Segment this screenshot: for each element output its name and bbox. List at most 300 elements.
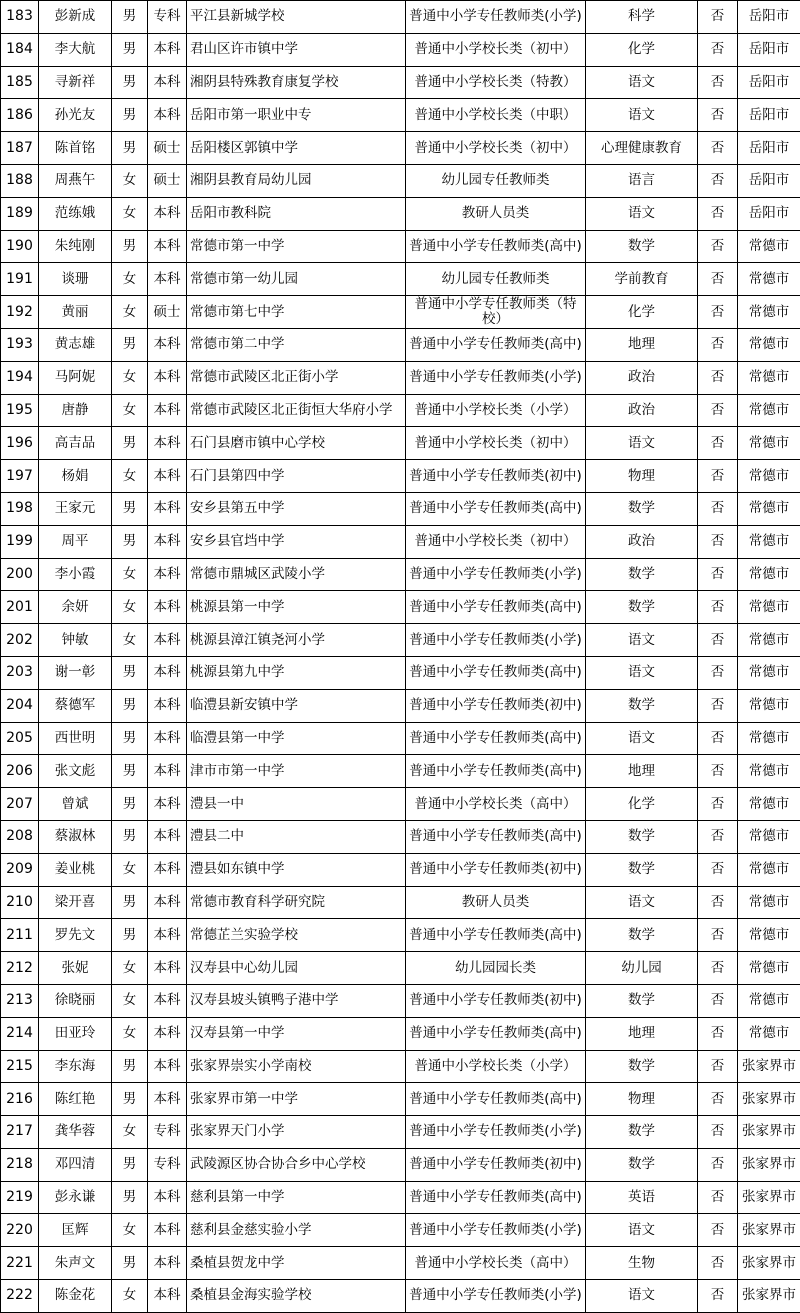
cell-school: 岳阳市第一职业中专 (187, 99, 406, 132)
cell-city: 岳阳市 (738, 33, 800, 66)
table-row (1, 853, 800, 886)
cell-name: 蔡淑林 (39, 820, 112, 853)
cell-category: 普通中小学校长类（高中） (406, 1247, 586, 1280)
cell-number: 185 (1, 66, 39, 99)
cell-gender: 女 (112, 263, 148, 296)
cell-education: 本科 (148, 591, 187, 624)
cell-subject: 数学 (586, 984, 698, 1017)
table-body (1, 1, 800, 1313)
cell-subject: 数学 (586, 1148, 698, 1181)
cell-flag: 否 (698, 1280, 738, 1313)
cell-school: 澧县一中 (187, 788, 406, 821)
cell-category: 普通中小学校长类（初中） (406, 33, 586, 66)
cell-name: 姜业桃 (39, 853, 112, 886)
cell-number: 196 (1, 427, 39, 460)
cell-number: 187 (1, 132, 39, 165)
cell-education: 本科 (148, 1017, 187, 1050)
cell-education: 本科 (148, 1247, 187, 1280)
cell-name: 陈红艳 (39, 1083, 112, 1116)
table-row (1, 1148, 800, 1181)
cell-subject: 语言 (586, 164, 698, 197)
cell-subject: 语文 (586, 624, 698, 657)
cell-name: 周平 (39, 525, 112, 558)
table-row (1, 525, 800, 558)
cell-subject: 学前教育 (586, 263, 698, 296)
cell-gender: 男 (112, 99, 148, 132)
cell-category: 普通中小学专任教师类(初中) (406, 1148, 586, 1181)
cell-name: 谈珊 (39, 263, 112, 296)
cell-number: 184 (1, 33, 39, 66)
cell-name: 西世明 (39, 722, 112, 755)
cell-city: 岳阳市 (738, 164, 800, 197)
cell-city: 张家界市 (738, 1116, 800, 1149)
cell-city: 张家界市 (738, 1214, 800, 1247)
cell-city: 常德市 (738, 788, 800, 821)
cell-number: 197 (1, 460, 39, 493)
cell-flag: 否 (698, 1116, 738, 1149)
cell-school: 汉寿县坡头镇鸭子港中学 (187, 984, 406, 1017)
cell-flag: 否 (698, 1017, 738, 1050)
cell-flag: 否 (698, 624, 738, 657)
cell-number: 220 (1, 1214, 39, 1247)
cell-gender: 男 (112, 919, 148, 952)
cell-gender: 男 (112, 230, 148, 263)
cell-gender: 男 (112, 328, 148, 361)
cell-gender: 女 (112, 361, 148, 394)
table-row (1, 361, 800, 394)
cell-name: 高吉品 (39, 427, 112, 460)
cell-number: 194 (1, 361, 39, 394)
table-row (1, 591, 800, 624)
cell-flag: 否 (698, 952, 738, 985)
table-row (1, 197, 800, 230)
cell-subject: 语文 (586, 1280, 698, 1313)
cell-name: 孙光友 (39, 99, 112, 132)
cell-school: 常德市教育科学研究院 (187, 886, 406, 919)
cell-number: 205 (1, 722, 39, 755)
table-row (1, 1116, 800, 1149)
cell-flag: 否 (698, 427, 738, 460)
cell-education: 本科 (148, 558, 187, 591)
cell-category: 普通中小学专任教师类(小学) (406, 558, 586, 591)
cell-name: 黄志雄 (39, 328, 112, 361)
cell-flag: 否 (698, 1050, 738, 1083)
table-row (1, 1247, 800, 1280)
cell-city: 常德市 (738, 722, 800, 755)
cell-category: 普通中小学校长类（小学） (406, 1050, 586, 1083)
table-row (1, 132, 800, 165)
cell-education: 本科 (148, 952, 187, 985)
cell-gender: 男 (112, 886, 148, 919)
cell-education: 本科 (148, 460, 187, 493)
cell-subject: 科学 (586, 1, 698, 34)
cell-subject: 数学 (586, 591, 698, 624)
table-row (1, 624, 800, 657)
table-row (1, 427, 800, 460)
cell-category: 幼儿园园长类 (406, 952, 586, 985)
cell-category: 幼儿园专任教师类 (406, 164, 586, 197)
cell-name: 匡辉 (39, 1214, 112, 1247)
cell-city: 常德市 (738, 492, 800, 525)
cell-number: 204 (1, 689, 39, 722)
cell-education: 本科 (148, 328, 187, 361)
cell-education: 硕士 (148, 296, 187, 329)
cell-gender: 女 (112, 853, 148, 886)
cell-gender: 男 (112, 1050, 148, 1083)
cell-flag: 否 (698, 328, 738, 361)
cell-city: 岳阳市 (738, 1, 800, 34)
cell-category: 普通中小学专任教师类(高中) (406, 230, 586, 263)
cell-name: 范练娥 (39, 197, 112, 230)
cell-number: 209 (1, 853, 39, 886)
cell-name: 陈首铭 (39, 132, 112, 165)
cell-name: 周燕午 (39, 164, 112, 197)
cell-subject: 数学 (586, 1050, 698, 1083)
cell-school: 湘阴县教育局幼儿园 (187, 164, 406, 197)
cell-category: 普通中小学校长类（初中） (406, 132, 586, 165)
cell-school: 石门县磨市镇中心学校 (187, 427, 406, 460)
cell-name: 谢一彰 (39, 656, 112, 689)
table-row (1, 919, 800, 952)
cell-subject: 化学 (586, 788, 698, 821)
table-row (1, 394, 800, 427)
cell-subject: 政治 (586, 525, 698, 558)
cell-subject: 语文 (586, 722, 698, 755)
cell-city: 张家界市 (738, 1181, 800, 1214)
cell-number: 193 (1, 328, 39, 361)
cell-subject: 数学 (586, 558, 698, 591)
cell-flag: 否 (698, 66, 738, 99)
cell-city: 常德市 (738, 755, 800, 788)
table-row (1, 230, 800, 263)
cell-category: 普通中小学专任教师类(初中) (406, 853, 586, 886)
cell-school: 湘阴县特殊教育康复学校 (187, 66, 406, 99)
cell-number: 207 (1, 788, 39, 821)
cell-name: 田亚玲 (39, 1017, 112, 1050)
cell-name: 寻新祥 (39, 66, 112, 99)
table-row (1, 1050, 800, 1083)
cell-city: 张家界市 (738, 1247, 800, 1280)
cell-education: 本科 (148, 624, 187, 657)
cell-number: 201 (1, 591, 39, 624)
cell-education: 本科 (148, 1280, 187, 1313)
cell-number: 189 (1, 197, 39, 230)
cell-flag: 否 (698, 263, 738, 296)
cell-education: 本科 (148, 1214, 187, 1247)
cell-flag: 否 (698, 1148, 738, 1181)
cell-education: 本科 (148, 263, 187, 296)
cell-subject: 物理 (586, 460, 698, 493)
cell-school: 常德芷兰实验学校 (187, 919, 406, 952)
cell-category: 普通中小学专任教师类(初中) (406, 984, 586, 1017)
cell-flag: 否 (698, 1214, 738, 1247)
cell-number: 191 (1, 263, 39, 296)
cell-category: 普通中小学专任教师类(小学) (406, 1, 586, 34)
cell-education: 本科 (148, 722, 187, 755)
cell-subject: 数学 (586, 689, 698, 722)
cell-school: 汉寿县中心幼儿园 (187, 952, 406, 985)
cell-gender: 男 (112, 689, 148, 722)
cell-number: 215 (1, 1050, 39, 1083)
cell-flag: 否 (698, 984, 738, 1017)
cell-education: 本科 (148, 1083, 187, 1116)
cell-number: 192 (1, 296, 39, 329)
cell-education: 专科 (148, 1116, 187, 1149)
cell-name: 朱声文 (39, 1247, 112, 1280)
cell-category: 普通中小学校长类（小学） (406, 394, 586, 427)
cell-city: 张家界市 (738, 1083, 800, 1116)
cell-number: 183 (1, 1, 39, 34)
table-row (1, 820, 800, 853)
cell-category: 普通中小学专任教师类(高中) (406, 591, 586, 624)
cell-number: 211 (1, 919, 39, 952)
cell-gender: 女 (112, 1214, 148, 1247)
cell-city: 岳阳市 (738, 132, 800, 165)
cell-gender: 男 (112, 132, 148, 165)
cell-subject: 心理健康教育 (586, 132, 698, 165)
cell-name: 王家元 (39, 492, 112, 525)
cell-city: 常德市 (738, 394, 800, 427)
cell-education: 本科 (148, 99, 187, 132)
cell-category: 幼儿园专任教师类 (406, 263, 586, 296)
cell-name: 蔡德军 (39, 689, 112, 722)
cell-number: 219 (1, 1181, 39, 1214)
cell-city: 常德市 (738, 591, 800, 624)
cell-name: 彭新成 (39, 1, 112, 34)
cell-city: 常德市 (738, 624, 800, 657)
cell-school: 安乡县第五中学 (187, 492, 406, 525)
cell-school: 石门县第四中学 (187, 460, 406, 493)
cell-city: 常德市 (738, 328, 800, 361)
cell-category: 普通中小学专任教师类(初中) (406, 460, 586, 493)
cell-gender: 女 (112, 1280, 148, 1313)
cell-school: 临澧县第一中学 (187, 722, 406, 755)
table-row (1, 984, 800, 1017)
cell-school: 安乡县官垱中学 (187, 525, 406, 558)
cell-subject: 英语 (586, 1181, 698, 1214)
cell-education: 专科 (148, 1148, 187, 1181)
cell-subject: 地理 (586, 755, 698, 788)
cell-number: 221 (1, 1247, 39, 1280)
cell-education: 本科 (148, 492, 187, 525)
cell-category: 普通中小学专任教师类(小学) (406, 1280, 586, 1313)
cell-city: 岳阳市 (738, 197, 800, 230)
cell-subject: 语文 (586, 886, 698, 919)
cell-flag: 否 (698, 33, 738, 66)
cell-education: 本科 (148, 919, 187, 952)
cell-subject: 地理 (586, 1017, 698, 1050)
cell-number: 199 (1, 525, 39, 558)
cell-category: 普通中小学校长类（高中） (406, 788, 586, 821)
cell-school: 慈利县第一中学 (187, 1181, 406, 1214)
table-row (1, 689, 800, 722)
cell-flag: 否 (698, 558, 738, 591)
cell-gender: 女 (112, 952, 148, 985)
cell-gender: 女 (112, 197, 148, 230)
cell-school: 常德市武陵区北正街恒大华府小学 (187, 394, 406, 427)
cell-flag: 否 (698, 886, 738, 919)
cell-city: 常德市 (738, 1017, 800, 1050)
cell-city: 常德市 (738, 525, 800, 558)
cell-school: 汉寿县第一中学 (187, 1017, 406, 1050)
cell-number: 188 (1, 164, 39, 197)
cell-number: 218 (1, 1148, 39, 1181)
cell-flag: 否 (698, 820, 738, 853)
cell-school: 武陵源区协合协合乡中心学校 (187, 1148, 406, 1181)
cell-number: 203 (1, 656, 39, 689)
cell-education: 本科 (148, 820, 187, 853)
cell-gender: 女 (112, 296, 148, 329)
cell-category: 普通中小学校长类（初中） (406, 427, 586, 460)
table-row (1, 328, 800, 361)
cell-city: 常德市 (738, 984, 800, 1017)
cell-flag: 否 (698, 1083, 738, 1116)
cell-category: 普通中小学专任教师类(初中) (406, 689, 586, 722)
cell-education: 本科 (148, 66, 187, 99)
table-row (1, 558, 800, 591)
cell-gender: 男 (112, 1083, 148, 1116)
table-row (1, 33, 800, 66)
cell-city: 常德市 (738, 952, 800, 985)
cell-name: 邓四清 (39, 1148, 112, 1181)
cell-name: 罗先文 (39, 919, 112, 952)
cell-name: 黄丽 (39, 296, 112, 329)
cell-flag: 否 (698, 1, 738, 34)
cell-education: 专科 (148, 1, 187, 34)
cell-subject: 地理 (586, 328, 698, 361)
cell-gender: 男 (112, 788, 148, 821)
cell-flag: 否 (698, 525, 738, 558)
cell-flag: 否 (698, 99, 738, 132)
cell-subject: 化学 (586, 296, 698, 329)
cell-school: 桑植县金海实验学校 (187, 1280, 406, 1313)
cell-city: 常德市 (738, 230, 800, 263)
cell-category: 普通中小学专任教师类(小学) (406, 1214, 586, 1247)
cell-gender: 男 (112, 820, 148, 853)
cell-category: 普通中小学专任教师类(高中) (406, 656, 586, 689)
cell-subject: 物理 (586, 1083, 698, 1116)
cell-school: 岳阳楼区郭镇中学 (187, 132, 406, 165)
cell-name: 彭永谦 (39, 1181, 112, 1214)
cell-subject: 数学 (586, 919, 698, 952)
cell-education: 本科 (148, 361, 187, 394)
table-row (1, 656, 800, 689)
cell-category: 普通中小学校长类（特教） (406, 66, 586, 99)
cell-gender: 女 (112, 164, 148, 197)
cell-name: 李东海 (39, 1050, 112, 1083)
cell-subject: 化学 (586, 33, 698, 66)
cell-gender: 男 (112, 1247, 148, 1280)
cell-flag: 否 (698, 755, 738, 788)
cell-subject: 幼儿园 (586, 952, 698, 985)
cell-gender: 男 (112, 492, 148, 525)
cell-city: 张家界市 (738, 1050, 800, 1083)
cell-category: 普通中小学专任教师类(高中) (406, 1181, 586, 1214)
cell-name: 徐晓丽 (39, 984, 112, 1017)
cell-education: 本科 (148, 525, 187, 558)
cell-category: 普通中小学校长类（初中） (406, 525, 586, 558)
cell-subject: 政治 (586, 361, 698, 394)
cell-name: 杨娟 (39, 460, 112, 493)
cell-school: 慈利县金慈实验小学 (187, 1214, 406, 1247)
cell-name: 张文彪 (39, 755, 112, 788)
cell-education: 本科 (148, 886, 187, 919)
cell-education: 本科 (148, 656, 187, 689)
cell-category: 教研人员类 (406, 197, 586, 230)
cell-school: 桃源县第一中学 (187, 591, 406, 624)
cell-gender: 男 (112, 1148, 148, 1181)
cell-school: 桑植县贺龙中学 (187, 1247, 406, 1280)
table-row (1, 788, 800, 821)
table-row (1, 886, 800, 919)
cell-number: 200 (1, 558, 39, 591)
cell-education: 本科 (148, 689, 187, 722)
cell-flag: 否 (698, 492, 738, 525)
cell-flag: 否 (698, 197, 738, 230)
cell-gender: 女 (112, 394, 148, 427)
cell-gender: 男 (112, 1181, 148, 1214)
table-row (1, 66, 800, 99)
cell-school: 常德市第一幼儿园 (187, 263, 406, 296)
cell-gender: 男 (112, 427, 148, 460)
cell-school: 桃源县漳江镇尧河小学 (187, 624, 406, 657)
cell-name: 李大航 (39, 33, 112, 66)
cell-gender: 男 (112, 1, 148, 34)
cell-name: 钟敏 (39, 624, 112, 657)
table-row (1, 1181, 800, 1214)
cell-gender: 女 (112, 1116, 148, 1149)
cell-number: 214 (1, 1017, 39, 1050)
cell-subject: 语文 (586, 66, 698, 99)
cell-flag: 否 (698, 919, 738, 952)
cell-number: 213 (1, 984, 39, 1017)
cell-flag: 否 (698, 1247, 738, 1280)
cell-subject: 政治 (586, 394, 698, 427)
cell-education: 硕士 (148, 164, 187, 197)
cell-school: 张家界崇实小学南校 (187, 1050, 406, 1083)
cell-city: 常德市 (738, 361, 800, 394)
cell-school: 君山区许市镇中学 (187, 33, 406, 66)
cell-number: 202 (1, 624, 39, 657)
cell-number: 208 (1, 820, 39, 853)
cell-number: 212 (1, 952, 39, 985)
cell-gender: 男 (112, 656, 148, 689)
cell-city: 常德市 (738, 853, 800, 886)
cell-name: 马阿妮 (39, 361, 112, 394)
cell-name: 朱纯刚 (39, 230, 112, 263)
cell-category: 教研人员类 (406, 886, 586, 919)
table-row (1, 755, 800, 788)
cell-flag: 否 (698, 591, 738, 624)
cell-category: 普通中小学校长类（中职） (406, 99, 586, 132)
table-row (1, 1, 800, 34)
cell-category: 普通中小学专任教师类(高中) (406, 1017, 586, 1050)
cell-gender: 男 (112, 755, 148, 788)
cell-category: 普通中小学专任教师类(高中) (406, 919, 586, 952)
cell-school: 常德市第一中学 (187, 230, 406, 263)
cell-subject: 语文 (586, 1214, 698, 1247)
cell-number: 217 (1, 1116, 39, 1149)
cell-city: 常德市 (738, 427, 800, 460)
cell-education: 本科 (148, 984, 187, 1017)
cell-name: 曾斌 (39, 788, 112, 821)
cell-name: 龚华蓉 (39, 1116, 112, 1149)
cell-education: 本科 (148, 394, 187, 427)
table-row (1, 99, 800, 132)
cell-flag: 否 (698, 689, 738, 722)
cell-subject: 数学 (586, 230, 698, 263)
cell-name: 张妮 (39, 952, 112, 985)
